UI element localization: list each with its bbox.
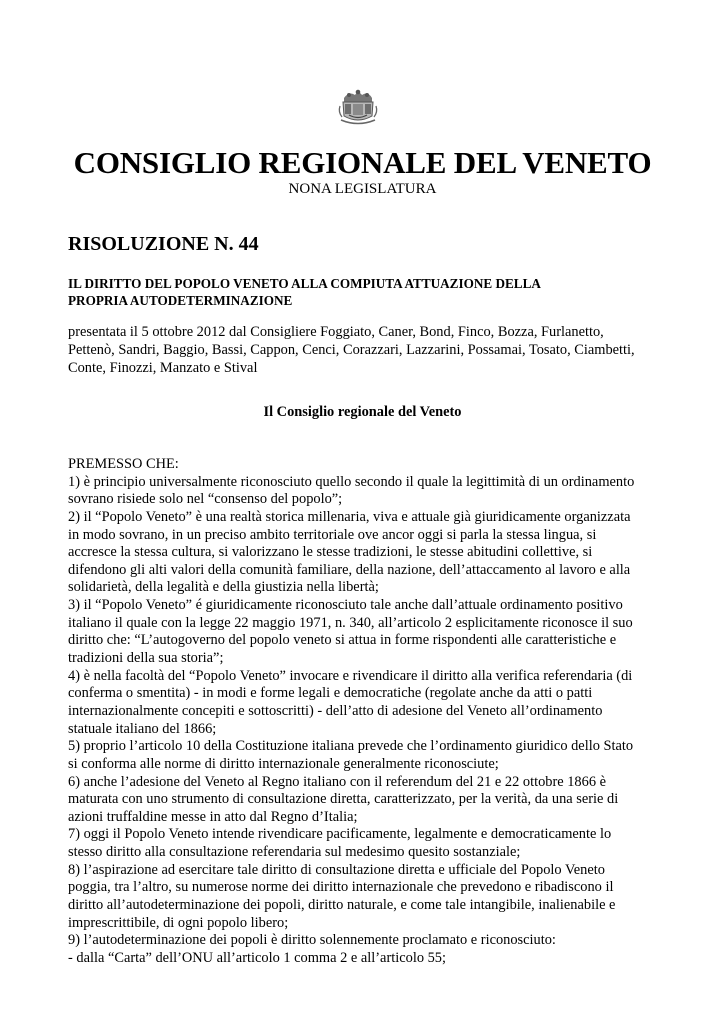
resolution-heading-line: PROPRIA AUTODETERMINAZIONE xyxy=(68,293,293,308)
resolution-number: RISOLUZIONE N. 44 xyxy=(68,233,259,255)
body-line: tradizioni della sua storia”; xyxy=(68,650,224,667)
council-title: CONSIGLIO REGIONALE DEL VENETO xyxy=(73,145,652,180)
body-line: diritto che: “L’autogoverno del popolo veneto si attua in forme rispondenti alle caratteristiche e xyxy=(68,632,617,649)
body-line: 8) l’aspirazione ad esercitare tale diritto di consultazione diretta e ufficiale del Popolo Veneto xyxy=(68,861,605,878)
presented-by-paragraph xyxy=(68,323,658,377)
body-line: 5) proprio l’articolo 10 della Costituzione italiana prevede che l’ordinamento giuridico dello Stato xyxy=(68,738,634,755)
legislature-subtitle: NONA LEGISLATURA xyxy=(288,181,437,197)
body-line: si conforma alle norme di diritto internazionale generalmente riconosciute; xyxy=(68,755,499,772)
body-line: 4) è nella facoltà del “Popolo Veneto” invocare e rivendicare il diritto alla verifica referendaria (di xyxy=(68,667,633,684)
resolution-heading xyxy=(68,275,658,309)
body-line: accresce la stessa cultura, si valorizzano le stesse tradizioni, le stesse abitudini collettive, si xyxy=(68,544,593,561)
body-line: diritto all’autodeterminazione dei popoli, diritto naturale, e come tale intangibile, inalienabile e xyxy=(68,897,616,914)
body-line: 9) l’autodeterminazione dei popoli è diritto solennemente proclamato e riconosciuto: xyxy=(68,932,556,949)
body-line: imprescrittibile, di ogni popolo libero; xyxy=(68,914,289,931)
council-heading: Il Consiglio regionale del Veneto xyxy=(263,404,462,420)
resolution-heading-line: IL DIRITTO DEL POPOLO VENETO ALLA COMPIUTA ATTUAZIONE DELLA xyxy=(68,276,541,291)
body-line: stesso diritto alla consultazione referendaria sul medesimo quesito sostanziale; xyxy=(68,844,521,861)
premesso-che-heading: PREMESSO CHE: xyxy=(68,456,179,472)
body-line: 7) oggi il Popolo Veneto intende rivendicare pacificamente, legalmente e democraticamente lo xyxy=(68,826,612,843)
body-line: conferma o smentita) - in modi e forme legali e democratiche (regolate anche da atti o patti xyxy=(68,685,593,702)
body-line: poggia, tra l’altro, su numerose norme dei diritto internazionale che prevedono e ribadiscono il xyxy=(68,879,614,896)
body-line: 2) il “Popolo Veneto” è una realtà storica millenaria, viva e attuale già giuridicamente organizzata xyxy=(68,508,631,525)
body-line: 3) il “Popolo Veneto” é giuridicamente riconosciuto tale anche dall’attuale ordinamento positivo xyxy=(68,597,623,614)
body-line: internazionalmente concepiti e sottoscritti) - dell’atto di adesione del Veneto all’ordinamento xyxy=(68,702,603,719)
body-line: 6) anche l’adesione del Veneto al Regno italiano con il referendum del 21 e 22 ottobre 1866 è xyxy=(68,773,607,790)
presented-by-line: Conte, Finozzi, Manzato e Stival xyxy=(68,360,258,376)
body-line: azioni truffaldine messe in atto dal Regno d’Italia; xyxy=(68,808,358,825)
body-line: sovrano risiede solo nel “consenso del popolo”; xyxy=(68,491,343,508)
body-line: in modo sovrano, in un preciso ambito territoriale ove ancor oggi si parla la stessa lingua, si xyxy=(68,526,597,543)
body-line: - dalla “Carta” dell’ONU all’articolo 1 comma 2 e all’articolo 55; xyxy=(68,949,447,966)
presented-by-line: Pettenò, Sandri, Baggio, Bassi, Cappon, Cenci, Corazzari, Lazzarini, Possamai, Tosato, Ciambetti, xyxy=(68,342,635,358)
body-line: statuale italiano del 1866; xyxy=(68,720,217,737)
regional-coat-of-arms-icon xyxy=(337,86,379,128)
body-line: solidarietà, della legalità e della giustizia nella libertà; xyxy=(68,579,379,596)
body-line: maturata con uno strumento di consultazione diretta, caratterizzato, per la verità, da una serie di xyxy=(68,791,619,808)
body-line: difendono gli alti valori della comunità familiare, della nazione, dell’attaccamento al lavoro e alla xyxy=(68,561,631,578)
body-line: 1) è principio universalmente riconosciuto quello secondo il quale la legittimità di un ordinamento xyxy=(68,473,635,490)
body-line: italiano il quale con la legge 22 maggio 1971, n. 340, all’articolo 2 esplicitamente riconosce il suo xyxy=(68,614,633,631)
body-text xyxy=(68,456,668,968)
presented-by-line: presentata il 5 ottobre 2012 dal Consigliere Foggiato, Caner, Bond, Finco, Bozza, Furlanetto, xyxy=(68,324,604,340)
